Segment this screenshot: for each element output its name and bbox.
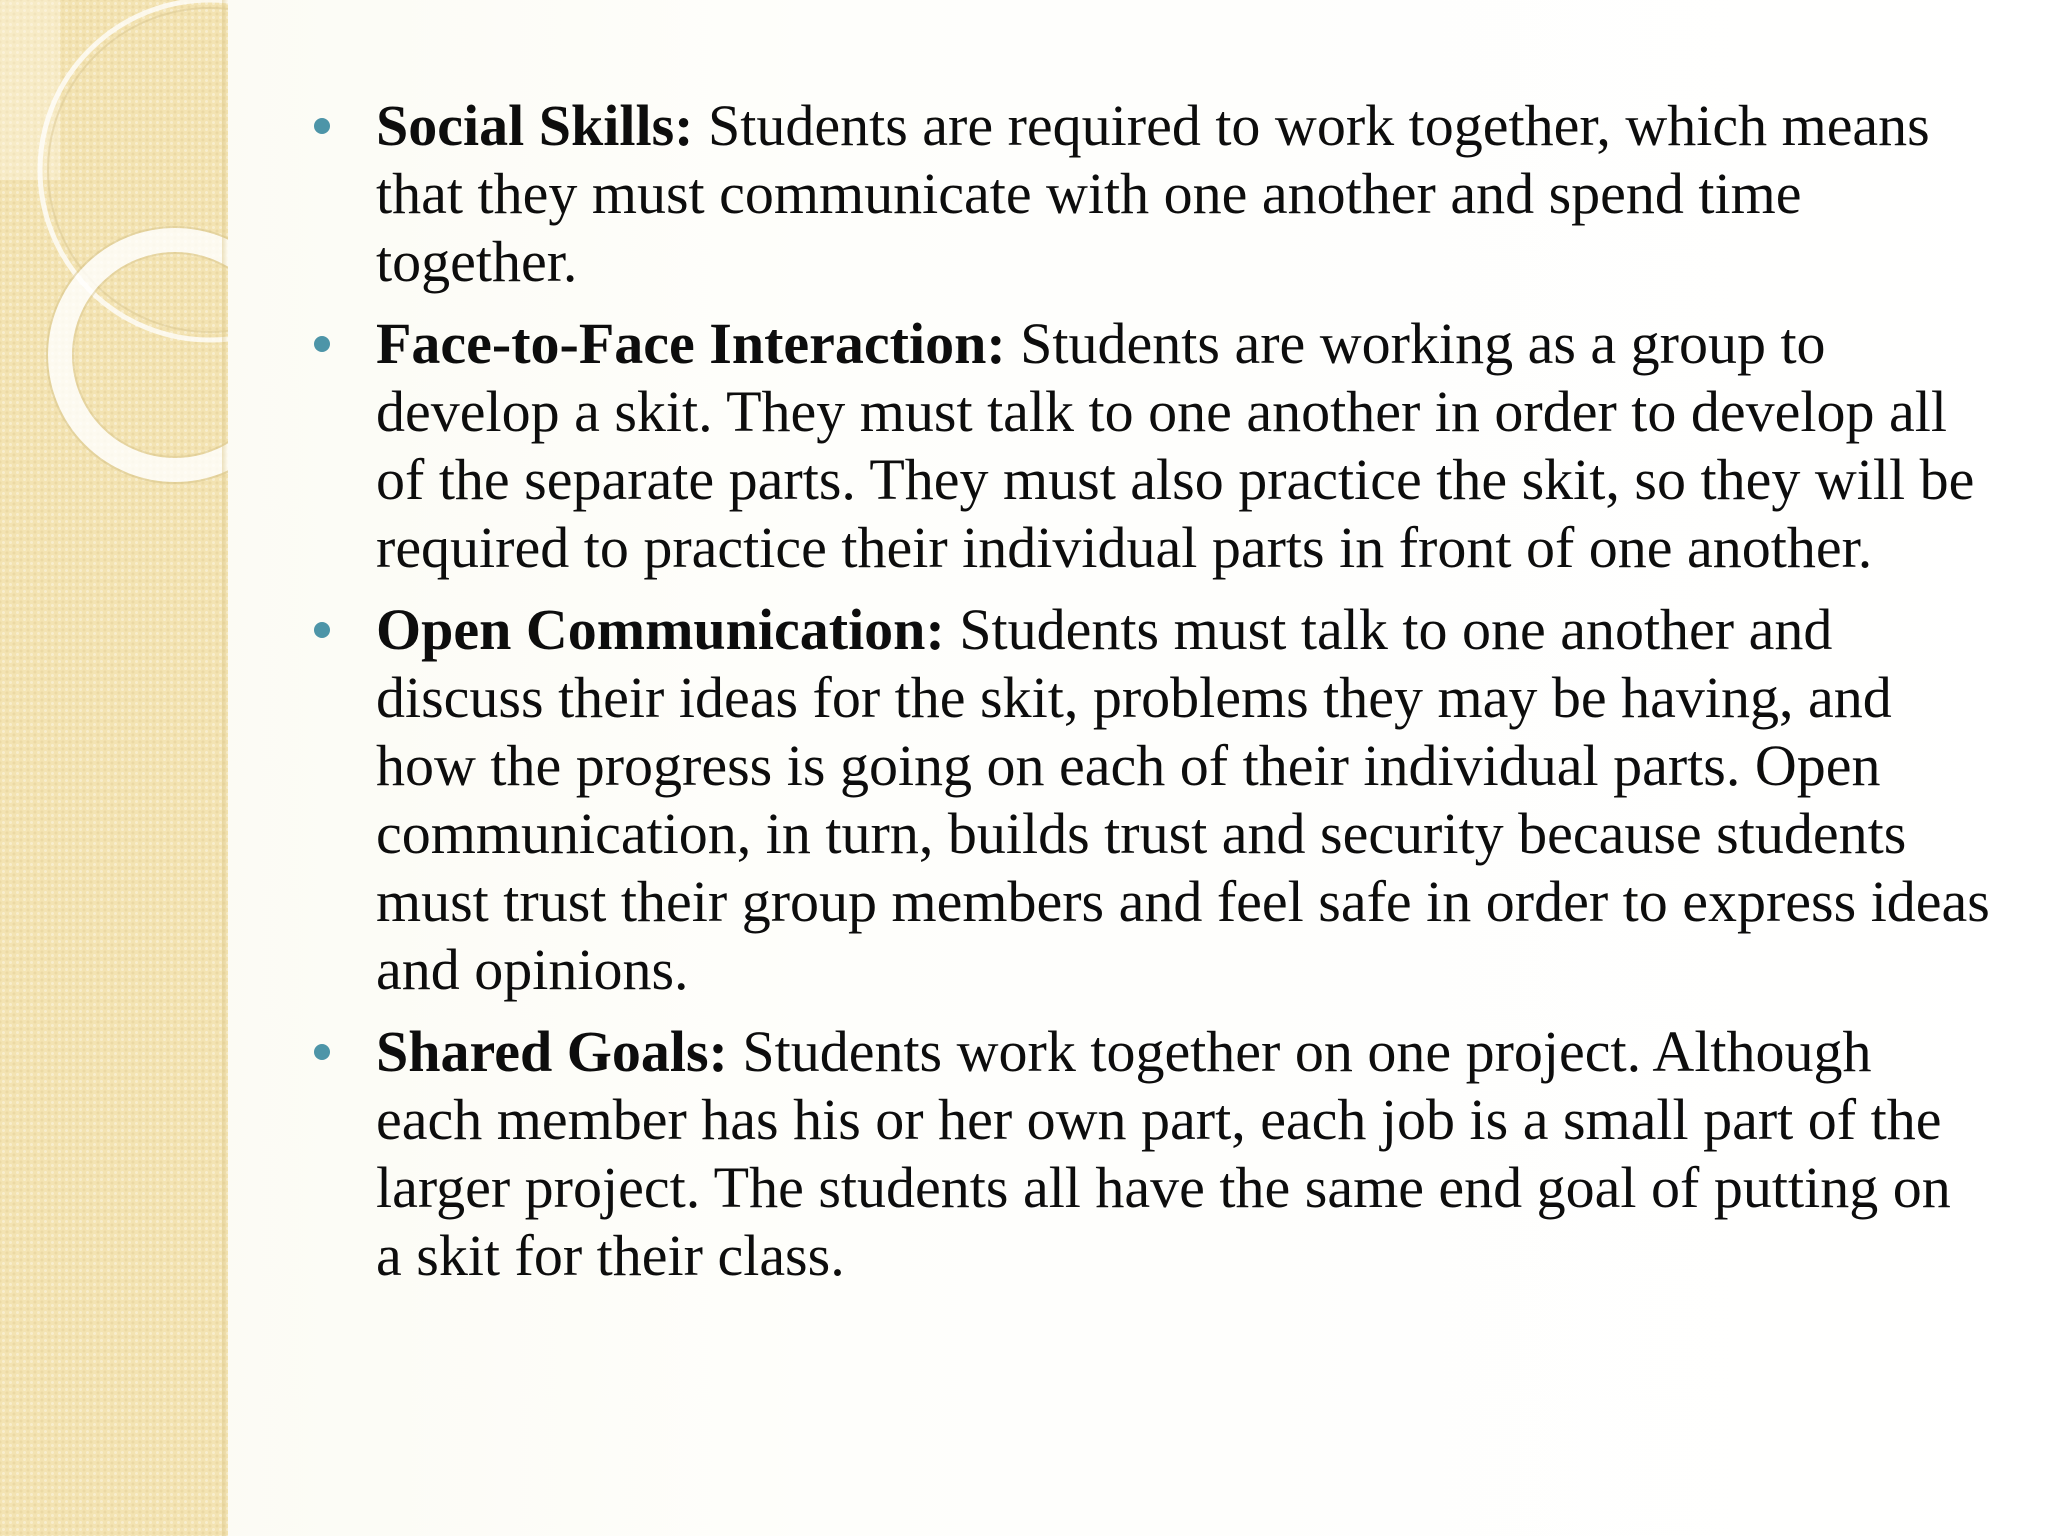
bullet-term: Social Skills:	[376, 93, 694, 158]
bullet-text: Students are working as a group to develop a skit. They must talk to one another in order to develop all of the separate parts. They must also practice the skit, so they will be required to practice their individual parts in front of one another.	[376, 311, 1975, 580]
list-item	[300, 310, 1990, 582]
list-item	[300, 1018, 1990, 1290]
bullet-text: Students work together on one project. Although each member has his or her own part, each job is a small part of the larger project. The students all have the same end goal of putting on a skit for their class.	[376, 1019, 1951, 1288]
decorative-side-band	[0, 0, 228, 1536]
bullet-term: Shared Goals:	[376, 1019, 728, 1084]
bullet-dot-icon	[314, 336, 330, 352]
bullet-dot-icon	[314, 118, 330, 134]
bullet-text: Students are required to work together, which means that they must communicate with one another and spend time together.	[376, 93, 1930, 294]
bullet-dot-icon	[314, 622, 330, 638]
bullet-dot-icon	[314, 1044, 330, 1060]
bullet-list	[300, 92, 1990, 1304]
bullet-text: Students must talk to one another and discuss their ideas for the skit, problems they may be having, and how the progress is going on each of their individual parts. Open communication, in turn, builds trust and security because students must trust their group members and feel safe in order to express ideas and opinions.	[376, 597, 1990, 1002]
list-item	[300, 92, 1990, 296]
bullet-term: Face-to-Face Interaction:	[376, 311, 1006, 376]
decorative-rings-icon	[0, 0, 228, 520]
list-item	[300, 596, 1990, 1004]
bullet-term: Open Communication:	[376, 597, 945, 662]
